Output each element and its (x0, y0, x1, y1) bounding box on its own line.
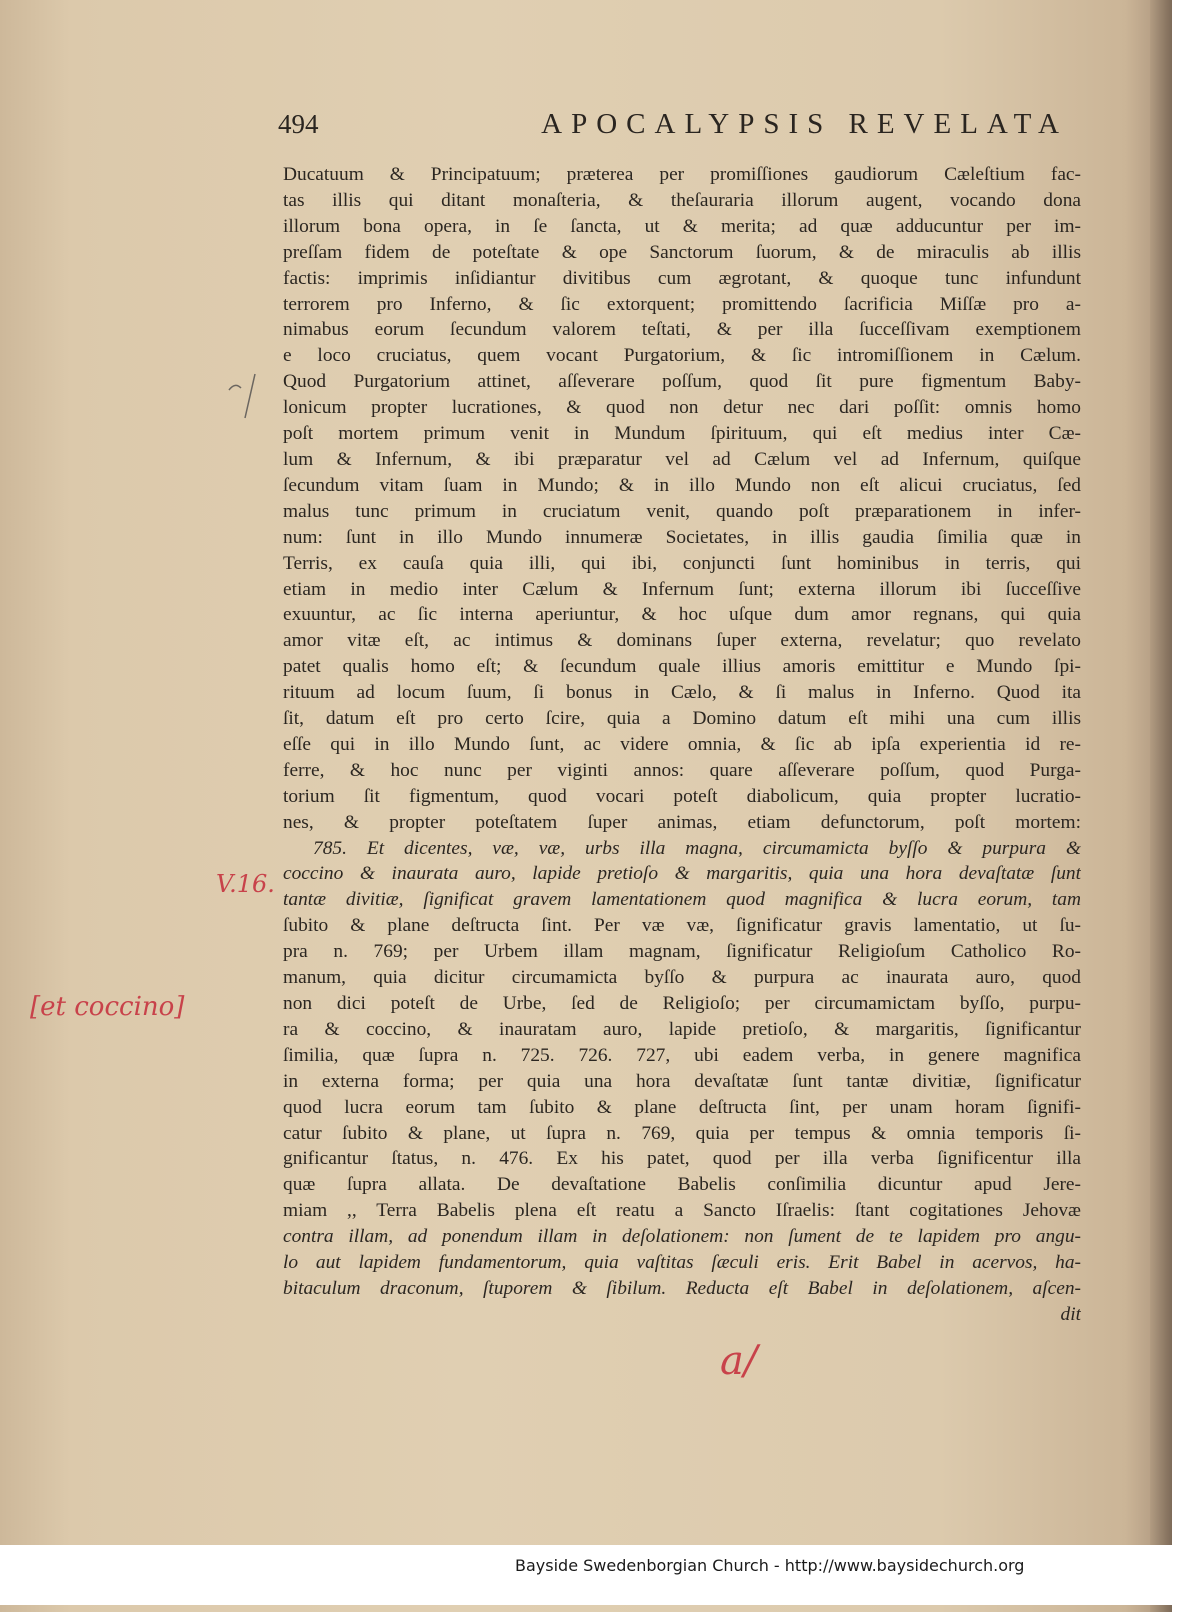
text-line: miam ,, Terra Babelis plena eſt reatu a Sancto Iſraelis: ſtant cogitationes Jehovæ (283, 1200, 1081, 1222)
text-line: preſſam fidem de poteſtate & ope Sanctorum ſuorum, & de miraculis ab illis (283, 241, 1081, 263)
text-line: patet qualis homo eſt; & ſecundum quale illius amoris emittitur e Mundo ſpi- (283, 656, 1081, 678)
text-line: non dici poteſt de Urbe, ſed de Religioſo; per circumamictam byſſo, purpu- (283, 993, 1081, 1014)
text-line: tantæ divitiæ, ſignificat gravem lamentationem quod magnifica & lucra eorum, tam (283, 889, 1081, 911)
margin-verse-reference: V.16. (216, 870, 275, 898)
text-line: catur ſubito & plane, ut ſupra n. 769, quia per tempus & omnia temporis ſi- (283, 1122, 1081, 1144)
text-line: gnificantur ſtatus, n. 476. Ex his patet, quod per illa verba ſignificentur illa (283, 1148, 1081, 1170)
text-line: terrorem pro Inferno, & ſic extorquent; promittendo ſacrificia Miſſæ pro a- (283, 293, 1081, 315)
text-line: malus tunc primum in cruciatum venit, quando poſt præparationem in infer- (283, 500, 1081, 522)
text-line: 785. Et dicentes, væ, væ, urbs illa magna, circumamicta byſſo & purpura & (313, 837, 1081, 859)
text-line: ra & coccino, & inauratam auro, lapide pretioſo, & margaritis, ſignificantur (283, 1018, 1081, 1040)
text-line: ſecundum vitam ſuam in Mundo; & in illo Mundo non eſt alicui cruciatus, ſed (283, 474, 1081, 496)
text-line: manum, quia dicitur circumamicta byſſo & purpura ac inaurata auro, quod (283, 967, 1081, 989)
page-number: 494 (278, 109, 319, 139)
text-line: illorum bona opera, in ſe ſancta, ut & merita; ad quæ adducuntur per im- (283, 215, 1081, 237)
text-line: etiam in medio inter Cælum & Infernum ſunt; externa illorum ibi ſucceſſive (283, 578, 1081, 600)
text-line: amor vitæ eſt, ac intimus & dominans ſuper externa, revelatur; quo revelato (283, 630, 1081, 652)
text-line: lum & Infernum, & ibi præparatur vel ad Cælum vel ad Infernum, quiſque (283, 448, 1081, 470)
text-line: contra illam, ad ponendum illam in deſolationem: non ſument de te lapidem pro angu- (283, 1226, 1081, 1248)
text-line: num: ſunt in illo Mundo innumeræ Societates, in illis gaudia ſimilia quæ in (283, 526, 1081, 548)
footer-credit: Bayside Swedenborgian Church - http://www.baysidechurch.org (515, 1556, 1025, 1575)
text-line: Ducatuum & Principatuum; præterea per promiſſiones gaudiorum Cæleſtium fac- (283, 164, 1081, 185)
text-line: nes, & propter poteſtatem ſuper animas, etiam defunctorum, poſt mortem: (283, 811, 1081, 833)
margin-insertion-note: [et coccino] (30, 992, 185, 1022)
page-gutter (1150, 0, 1172, 1612)
text-line: e loco cruciatus, quem vocant Purgatorium, & ſic intromiſſionem in Cælum. (283, 345, 1081, 367)
text-line: pra n. 769; per Urbem illam magnam, ſignificatur Religioſum Catholico Ro- (283, 941, 1081, 963)
text-line: rituum ad locum ſuum, ſi bonus in Cælo, & ſi malus in Inferno. Quod ita (283, 682, 1081, 704)
text-line: tas illis qui ditant monaſteria, & theſauraria illorum augent, vocando dona (283, 189, 1081, 211)
text-line: Terris, ex cauſa quia illi, qui ibi, conjuncti ſunt hominibus in terris, qui (283, 552, 1081, 574)
margin-correction-note: a/ (720, 1338, 758, 1384)
text-line: coccino & inaurata auro, lapide pretioſo & margaritis, quia una hora devaſtatæ ſunt (283, 863, 1081, 885)
text-line: factis: imprimis inſidiantur divitibus cum ægrotant, & quoque tunc infundunt (283, 267, 1081, 289)
text-line: poſt mortem primum venit in Mundum ſpirituum, qui eſt medius inter Cæ- (283, 423, 1081, 445)
text-line: Quod Purgatorium attinet, aſſeverare poſſum, quod ſit pure figmentum Baby- (283, 371, 1081, 393)
text-line: bitaculum draconum, ſtuporem & ſibilum. Reducta eſt Babel in deſolationem, aſcen- (283, 1277, 1081, 1299)
text-line: torium ſit figmentum, quod vocari poteſt diabolicum, quia propter lucratio- (283, 785, 1081, 807)
text-line: in externa forma; per quia una hora devaſtatæ ſunt tantæ divitiæ, ſignificatur (283, 1070, 1081, 1092)
footer-bar (0, 1545, 1200, 1605)
text-line: ferre, & hoc nunc per viginti annos: quare aſſeverare poſſum, quod Purga- (283, 759, 1081, 781)
text-line: dit (1060, 1303, 1081, 1325)
text-line: ſimilia, quæ ſupra n. 725. 726. 727, ubi eadem verba, in genere magnifica (283, 1044, 1081, 1066)
text-line: nimabus eorum ſecundum valorem teſtati, & per illa ſucceſſivam exemptionem (283, 319, 1081, 341)
text-line: lonicum propter lucrationes, & quod non detur nec dari poſſit: omnis homo (283, 397, 1081, 419)
body-text (283, 162, 1081, 1328)
running-title: APOCALYPSIS REVELATA (541, 108, 1068, 140)
page-header (278, 108, 1068, 152)
pencil-check-mark (225, 368, 265, 428)
text-line: quæ ſupra allata. De devaſtatione Babelis conſimilia dicuntur apud Jere- (283, 1174, 1081, 1196)
text-line: exuuntur, ac ſic interna aperiuntur, & hoc uſque dum amor regnans, qui quia (283, 604, 1081, 626)
text-line: quod lucra eorum tam ſubito & plane deſtructa ſint, per unam horam ſignifi- (283, 1096, 1081, 1118)
text-line: ſubito & plane deſtructa ſint. Per væ væ, ſignificatur gravis lamentatio, ut ſu- (283, 915, 1081, 937)
text-line: ſit, datum eſt pro certo ſcire, quia a Domino datum eſt mihi una cum illis (283, 708, 1081, 730)
text-line: lo aut lapidem fundamentorum, quia vaſtitas ſæculi eris. Erit Babel in acervos, ha- (283, 1252, 1081, 1274)
text-line: eſſe qui in illo Mundo ſunt, ac videre omnia, & ſic ab ipſa experientia id re- (283, 733, 1081, 755)
